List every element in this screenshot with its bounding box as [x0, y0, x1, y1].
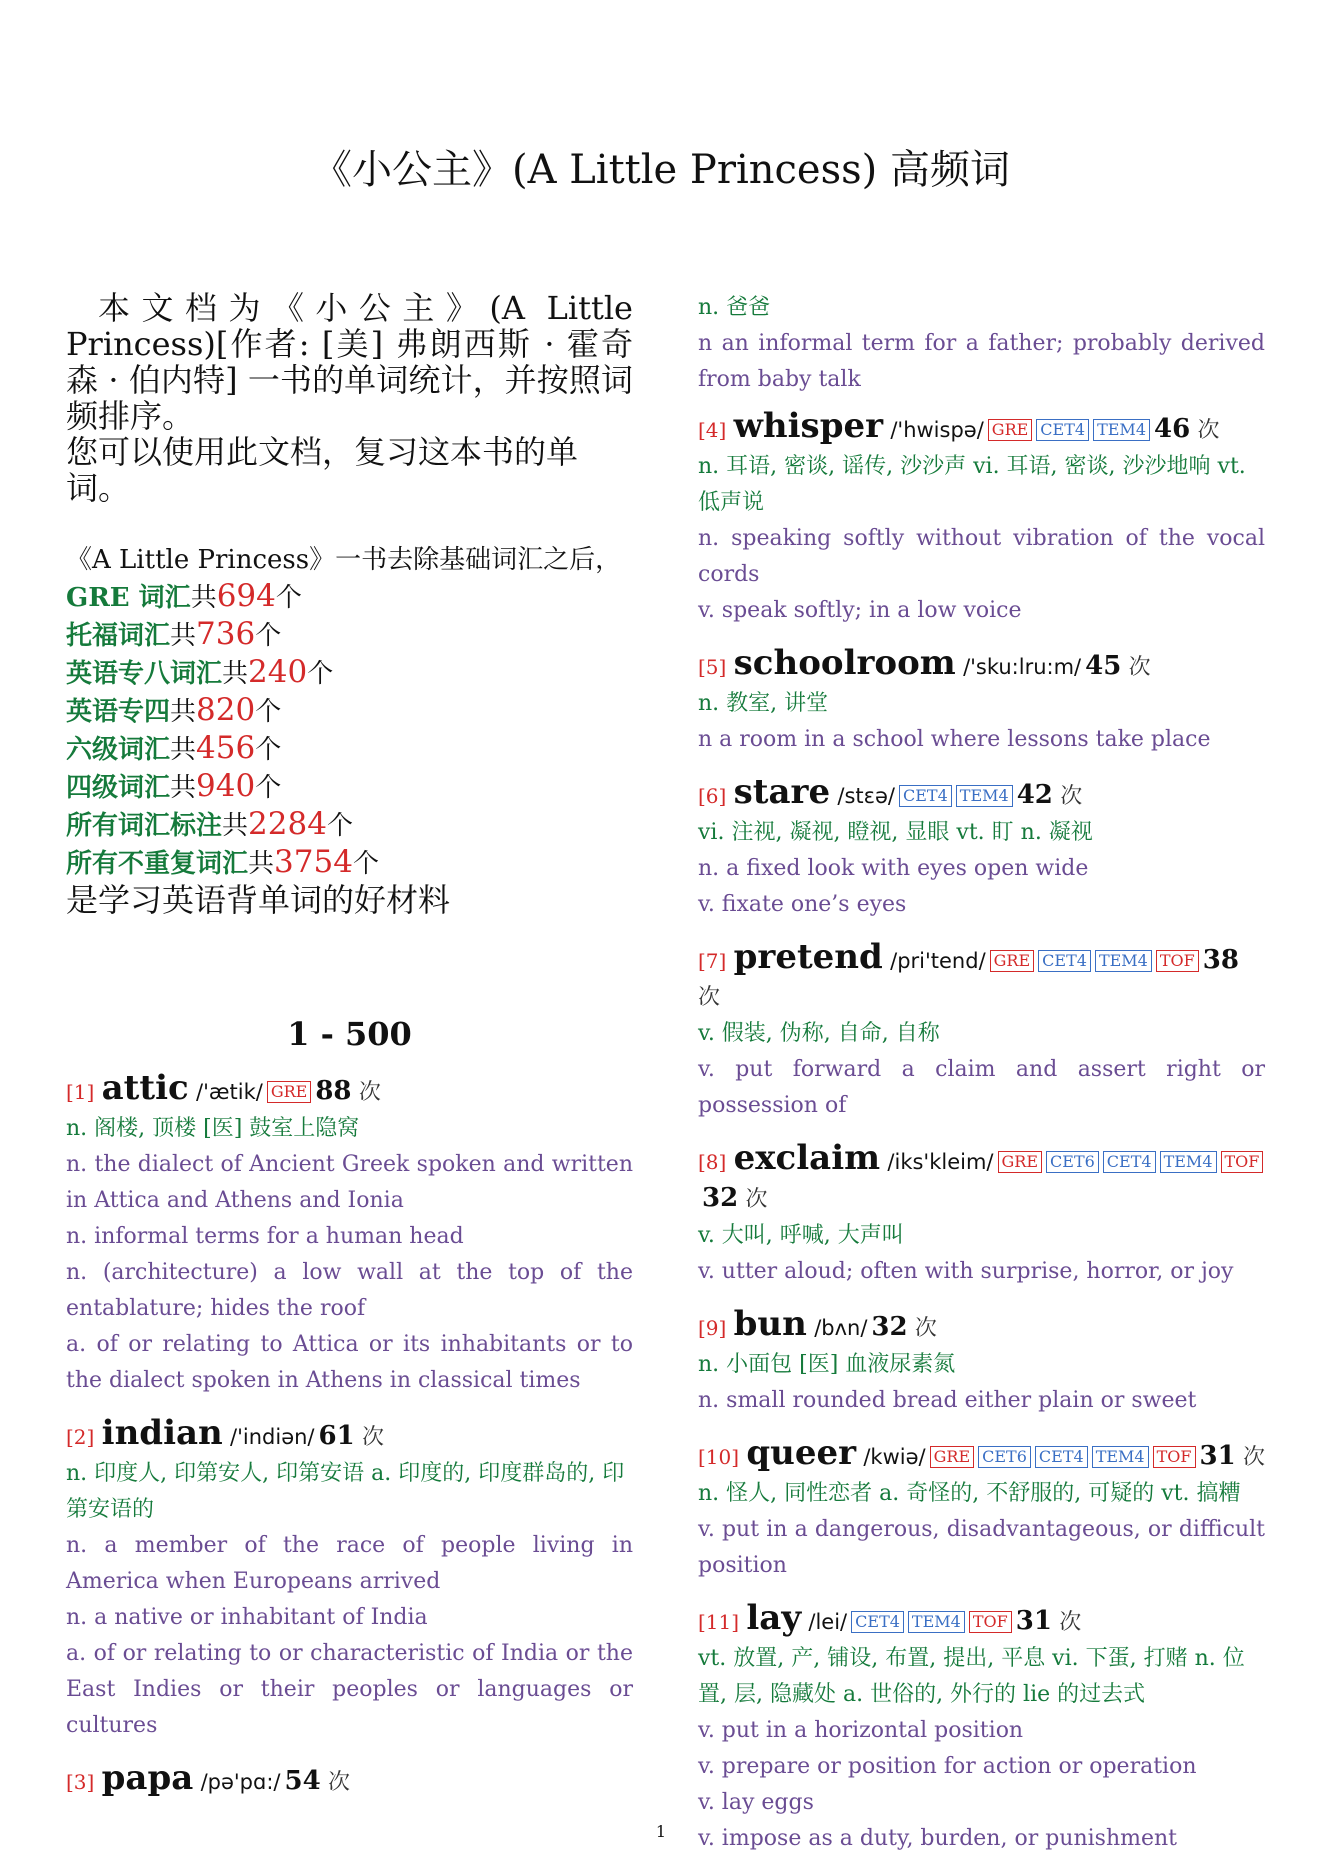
entry-word: stare — [733, 772, 831, 812]
entry-count-unit: 次 — [1059, 1610, 1082, 1635]
stat-line — [66, 616, 633, 654]
stat-count: 3754 — [274, 844, 353, 880]
entry-phonetic: /iks'kleim/ — [887, 1150, 994, 1174]
page-number: 1 — [655, 1822, 667, 1841]
entry-head — [698, 1140, 1265, 1218]
entry-count-unit: 次 — [328, 1770, 351, 1795]
entry-english-definition: v. put in a horizontal position — [698, 1718, 1024, 1743]
stat-unit: 个 — [255, 773, 282, 803]
entry-phonetic: /'ætik/ — [196, 1080, 263, 1104]
entry-chinese-definition: vt. 放置, 产, 铺设, 布置, 提出, 平息 vi. 下蛋, 打赌 n. 位置, 层, 隐藏处 a. 世俗的, 外行的 lie 的过去式 — [698, 1646, 1245, 1707]
exam-tag-cet4: CET4 — [1035, 1446, 1088, 1468]
word-list-right — [698, 290, 1265, 1857]
word-entry — [66, 1760, 633, 1801]
stat-unit: 个 — [255, 735, 282, 765]
exam-tag-gre: GRE — [998, 1151, 1043, 1173]
entry-english-definition: v. speak softly; in a low voice — [698, 598, 1022, 623]
intro-paragraph: 本文档为《小公主》(A Little Princess)[作者: [美] 弗朗西斯 · 霍奇森 · 伯内特] 一书的单词统计，并按照词频排序。 — [66, 289, 633, 435]
entry-count-unit: 次 — [1128, 655, 1151, 680]
entry-count: 61 — [318, 1421, 355, 1451]
exam-tag-gre: GRE — [988, 419, 1033, 441]
stats-list — [66, 578, 633, 882]
entry-index: [9] — [698, 1316, 727, 1340]
stat-count: 940 — [196, 768, 256, 804]
exam-tag-cet4: CET4 — [851, 1611, 904, 1633]
stat-line — [66, 844, 633, 882]
entry-chinese-definition: vi. 注视, 凝视, 瞪视, 显眼 vt. 盯 n. 凝视 — [698, 820, 1093, 845]
entry-chinese-definition: n. 耳语, 密谈, 谣传, 沙沙声 vi. 耳语, 密谈, 沙沙地响 vt. 低声说 — [698, 454, 1246, 515]
entry-english-definition: a. of or relating to Attica or its inhabitants or to the dialect spoken in Athens in classical times — [66, 1332, 633, 1393]
exam-tag-cet4: CET4 — [1038, 950, 1091, 972]
entry-english-definition: n. a member of the race of people living in America when Europeans arrived — [66, 1533, 633, 1594]
entry-count-unit: 次 — [698, 985, 721, 1010]
stat-mid: 共 — [222, 659, 249, 689]
entry-phonetic: /lei/ — [808, 1610, 848, 1634]
entry-phonetic: /stɛə/ — [837, 784, 895, 808]
stat-line — [66, 806, 633, 844]
stat-label: 英语专四 — [66, 697, 171, 727]
stat-line — [66, 730, 633, 768]
exam-tag-tem4: TEM4 — [908, 1611, 965, 1633]
entry-head — [698, 408, 1265, 449]
entry-head — [698, 939, 1265, 1016]
entry-english-definition: n. a fixed look with eyes open wide — [698, 856, 1089, 881]
entry-english-definition: v. lay eggs — [698, 1790, 814, 1815]
exam-tag-tem4: TEM4 — [1092, 1446, 1149, 1468]
entry-phonetic: /kwiə/ — [863, 1445, 926, 1469]
stat-line — [66, 654, 633, 692]
entry-count-unit: 次 — [1197, 418, 1220, 443]
entry-english-definition: n. speaking softly without vibration of the vocal cords — [698, 526, 1265, 587]
entry-count: 31 — [1015, 1606, 1052, 1636]
entry-count: 32 — [871, 1312, 908, 1342]
entry-word: lay — [746, 1598, 802, 1638]
entry-count-unit: 次 — [1060, 784, 1083, 809]
word-list-left — [66, 1070, 633, 1801]
entry-chinese-definition: n. 阁楼, 顶楼 [医] 鼓室上隐窝 — [66, 1116, 360, 1141]
word-entry — [698, 939, 1265, 1124]
entry-index: [5] — [698, 655, 727, 679]
stat-label: 所有不重复词汇 — [66, 849, 249, 879]
entry-count: 32 — [702, 1183, 739, 1213]
stats-intro: 《A Little Princess》一书去除基础词汇之后， — [66, 545, 622, 575]
entry-english-definition: v. impose as a duty, burden, or punishment — [698, 1826, 1178, 1851]
stat-line — [66, 692, 633, 730]
stat-count: 2284 — [248, 806, 327, 842]
entry-count: 31 — [1199, 1441, 1236, 1471]
entry-count: 54 — [284, 1766, 321, 1796]
entry-word: bun — [733, 1304, 807, 1344]
entry-english-definition: n. a native or inhabitant of India — [66, 1605, 428, 1630]
entry-count: 38 — [1202, 945, 1239, 975]
exam-tag-tem4: TEM4 — [956, 785, 1013, 807]
exam-tag-tof: TOF — [969, 1611, 1012, 1633]
word-entry — [698, 408, 1265, 629]
entry-index: [2] — [66, 1425, 95, 1449]
stat-count: 240 — [248, 654, 308, 690]
entry-index: [7] — [698, 949, 727, 973]
stat-line — [66, 578, 633, 616]
stat-label: GRE 词汇 — [66, 583, 191, 613]
entry-english-definition: n. informal terms for a human head — [66, 1224, 464, 1249]
entry-phonetic: /pri'tend/ — [890, 949, 986, 973]
entry-count: 45 — [1085, 651, 1122, 681]
entry-english-definition: n. small rounded bread either plain or sweet — [698, 1388, 1197, 1413]
entry-head — [698, 1306, 1265, 1347]
entry-phonetic: /'indiən/ — [230, 1425, 315, 1449]
stat-unit: 个 — [326, 811, 353, 841]
entry-head — [698, 645, 1265, 686]
word-entry — [698, 1600, 1265, 1857]
exam-tag-tem4: TEM4 — [1160, 1151, 1217, 1173]
entry-index: [4] — [698, 418, 727, 442]
entry-count: 42 — [1016, 780, 1053, 810]
entry-index: [10] — [698, 1445, 740, 1469]
stat-count: 456 — [196, 730, 256, 766]
stat-mid: 共 — [222, 811, 249, 841]
entry-count-unit: 次 — [1243, 1445, 1266, 1470]
entry-count: 88 — [315, 1076, 352, 1106]
right-column — [698, 290, 1265, 1857]
stat-mid: 共 — [170, 735, 197, 765]
stat-unit: 个 — [255, 697, 282, 727]
entry-head — [66, 1070, 633, 1111]
stat-label: 六级词汇 — [66, 735, 171, 765]
exam-tag-tem4: TEM4 — [1095, 950, 1152, 972]
exam-tag-tof: TOF — [1153, 1446, 1196, 1468]
closing-line: 是学习英语背单词的好材料 — [66, 881, 451, 919]
entry-chinese-definition: n. 印度人, 印第安人, 印第安语 a. 印度的, 印度群岛的, 印第安语的 — [66, 1461, 625, 1522]
entry-count-unit: 次 — [358, 1080, 381, 1105]
stat-mid: 共 — [170, 697, 197, 727]
entry-word: attic — [101, 1068, 189, 1108]
entry-word: indian — [101, 1413, 223, 1453]
exam-tag-cet6: CET6 — [978, 1446, 1031, 1468]
entry-chinese-definition: n. 怪人, 同性恋者 a. 奇怪的, 不舒服的, 可疑的 vt. 搞糟 — [698, 1481, 1241, 1506]
stat-label: 托福词汇 — [66, 621, 171, 651]
entry-english-definition: n an informal term for a father; probably derived from baby talk — [698, 331, 1265, 392]
stat-count: 694 — [216, 578, 276, 614]
word-entry — [66, 1415, 633, 1744]
entry-chinese-definition: n. 爸爸 — [698, 295, 771, 320]
stat-label: 所有词汇标注 — [66, 811, 223, 841]
exam-tag-gre: GRE — [990, 950, 1035, 972]
entry-count-unit: 次 — [362, 1425, 385, 1450]
stat-mid: 共 — [170, 773, 197, 803]
entry-count-unit: 次 — [914, 1316, 937, 1341]
entry-english-definition: n. the dialect of Ancient Greek spoken and written in Attica and Athens and Ionia — [66, 1152, 633, 1213]
exam-tag-tof: TOF — [1221, 1151, 1264, 1173]
entry-head — [698, 1435, 1265, 1476]
entry-english-definition: v. utter aloud; often with surprise, horror, or joy — [698, 1259, 1234, 1284]
stat-unit: 个 — [255, 621, 282, 651]
word-entry — [698, 1435, 1265, 1584]
entry-english-definition: v. prepare or position for action or operation — [698, 1754, 1197, 1779]
word-entry — [698, 645, 1265, 758]
stat-unit: 个 — [307, 659, 334, 689]
document-title: 《小公主》(A Little Princess) 高频词 — [312, 147, 1010, 193]
entry-index: [6] — [698, 784, 727, 808]
word-entry — [698, 774, 1265, 923]
entry-count: 46 — [1154, 414, 1191, 444]
stat-count: 820 — [196, 692, 256, 728]
entry-head — [698, 1600, 1265, 1641]
entry-chinese-definition: v. 大叫, 呼喊, 大声叫 — [698, 1223, 904, 1248]
word-entry — [698, 1306, 1265, 1419]
entry-word: pretend — [733, 937, 883, 977]
entry-word: exclaim — [733, 1138, 881, 1178]
stat-mid: 共 — [248, 849, 275, 879]
range-heading: 1 - 500 — [287, 1015, 412, 1053]
stat-unit: 个 — [275, 583, 302, 613]
entry-word: papa — [101, 1758, 194, 1798]
exam-tag-tof: TOF — [1156, 950, 1199, 972]
stat-mid: 共 — [170, 621, 197, 651]
exam-tag-cet4: CET4 — [1103, 1151, 1156, 1173]
entry-phonetic: /bʌn/ — [814, 1316, 868, 1340]
exam-tag-tem4: TEM4 — [1093, 419, 1150, 441]
exam-tag-cet4: CET4 — [899, 785, 952, 807]
entry-index: [1] — [66, 1080, 95, 1104]
entry-phonetic: /'sku:lru:m/ — [963, 655, 1082, 679]
entry-head — [698, 774, 1265, 815]
stats-block — [66, 542, 633, 918]
entry-english-definition: v. put in a dangerous, disadvantageous, or difficult position — [698, 1517, 1265, 1578]
entry-english-definition: v. fixate one’s eyes — [698, 892, 907, 917]
word-entry-continued — [698, 290, 1265, 398]
entry-count-unit: 次 — [745, 1187, 768, 1212]
intro-paragraph-2: 您可以使用此文档，复习这本书的单词。 — [66, 433, 579, 507]
stat-mid: 共 — [190, 583, 217, 613]
entry-word: queer — [746, 1433, 857, 1473]
entry-word: schoolroom — [733, 643, 956, 683]
stat-unit: 个 — [352, 849, 379, 879]
word-entry — [698, 1140, 1265, 1290]
entry-chinese-definition: n. 教室, 讲堂 — [698, 691, 829, 716]
entry-index: [8] — [698, 1150, 727, 1174]
entry-english-definition: a. of or relating to or characteristic of India or the East Indies or their peoples or languages or cultures — [66, 1641, 633, 1738]
entry-head — [66, 1415, 633, 1456]
entry-english-definition: n. (architecture) a low wall at the top of the entablature; hides the roof — [66, 1260, 633, 1321]
stat-label: 四级词汇 — [66, 773, 171, 803]
exam-tag-gre: GRE — [267, 1081, 312, 1103]
exam-tag-gre: GRE — [930, 1446, 975, 1468]
exam-tag-cet6: CET6 — [1046, 1151, 1099, 1173]
entry-index: [3] — [66, 1770, 95, 1794]
entry-head — [66, 1760, 633, 1801]
entry-index: [11] — [698, 1610, 740, 1634]
entry-word: whisper — [733, 406, 884, 446]
entry-phonetic: /'hwispə/ — [890, 418, 984, 442]
entry-english-definition: v. put forward a claim and assert right or possession of — [698, 1057, 1265, 1118]
entry-chinese-definition: n. 小面包 [医] 血液尿素氮 — [698, 1352, 956, 1377]
entry-chinese-definition: v. 假装, 伪称, 自命, 自称 — [698, 1021, 940, 1046]
entry-english-definition: n a room in a school where lessons take place — [698, 727, 1211, 752]
stat-label: 英语专八词汇 — [66, 659, 223, 689]
entry-phonetic: /pə'pɑ:/ — [200, 1770, 281, 1794]
word-entry — [66, 1070, 633, 1399]
left-column — [66, 290, 633, 1801]
exam-tag-cet4: CET4 — [1036, 419, 1089, 441]
stat-line — [66, 768, 633, 806]
stat-count: 736 — [196, 616, 256, 652]
